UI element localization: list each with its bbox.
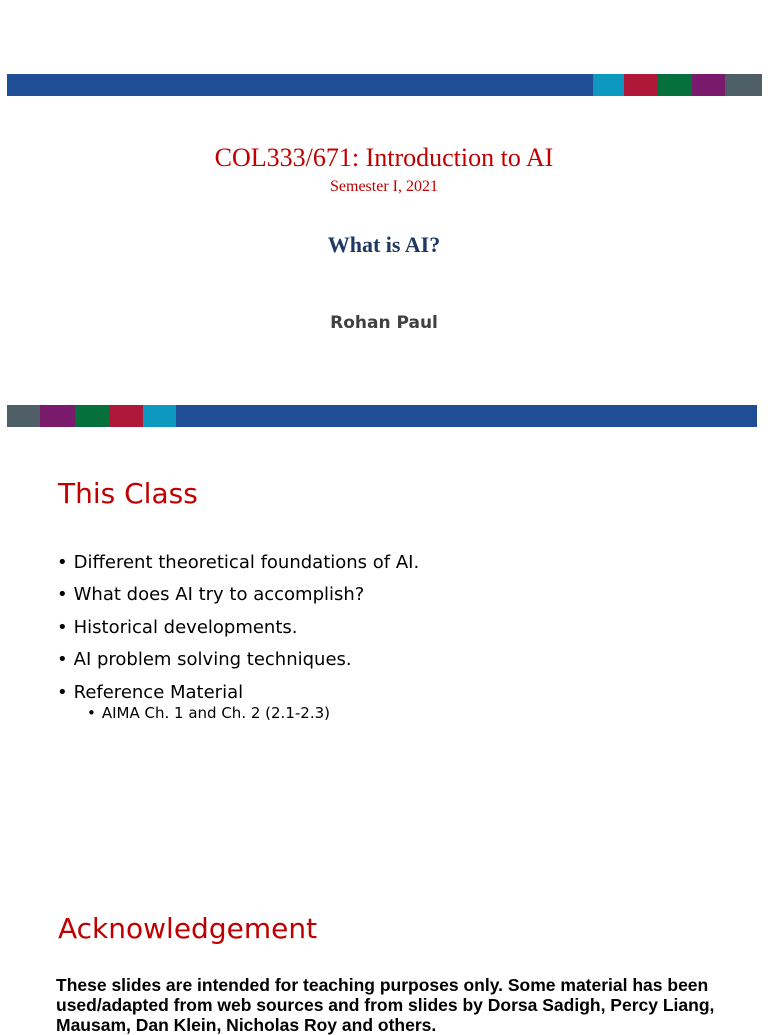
semester-label: Semester I, 2021 <box>330 178 438 195</box>
slide-heading: Acknowledgement <box>58 912 318 945</box>
stripe-segment-purple <box>40 405 75 427</box>
lecture-title: What is AI? <box>327 232 441 257</box>
bullet-dot-icon: • <box>57 584 68 606</box>
stripe-segment-purple <box>692 74 725 96</box>
stripe-segment-green <box>658 74 692 96</box>
bullet-item <box>57 644 419 676</box>
bullet-dot-icon: • <box>57 616 68 638</box>
bullet-text: What does AI try to accomplish? <box>73 584 365 606</box>
stripe-segment-slate <box>725 74 762 96</box>
stripe-segment-crimson <box>624 74 658 96</box>
bullet-item <box>57 612 419 644</box>
title-slide <box>0 0 768 440</box>
sub-bullet-list <box>87 704 330 722</box>
bullet-dot-icon: • <box>57 681 68 703</box>
acknowledgement-slide <box>0 880 768 1035</box>
stripe-segment-crimson <box>109 405 143 427</box>
sub-bullet-text: AIMA Ch. 1 and Ch. 2 (2.1-2.3) <box>101 704 330 722</box>
bullet-item <box>57 547 419 579</box>
bullet-text: Historical developments. <box>73 616 298 638</box>
stripe-segment-navy <box>176 405 757 427</box>
author-name: Rohan Paul <box>330 313 438 333</box>
stripe-segment-teal <box>593 74 624 96</box>
stripe-segment-teal <box>143 405 176 427</box>
bullet-text: Different theoretical foundations of AI. <box>73 552 420 573</box>
stripe-segment-green <box>75 405 109 427</box>
course-title: COL333/671: Introduction to AI <box>214 143 554 172</box>
bullet-list <box>57 547 419 709</box>
bottom-color-stripe <box>7 405 757 427</box>
slide-heading: This Class <box>58 477 198 510</box>
acknowledgement-text: These slides are intended for teaching purposes only. Some material has been used/adapted from web sources and from slides by Dorsa Sadigh, Percy Liang, Mausam, Dan Klein, Nicholas Roy and others. <box>56 975 715 1035</box>
stripe-segment-slate <box>7 405 40 427</box>
bullet-dot-icon: • <box>87 704 96 722</box>
bullet-item <box>57 579 419 611</box>
this-class-slide <box>0 440 768 880</box>
bullet-dot-icon: • <box>57 552 68 573</box>
top-color-stripe <box>7 74 762 96</box>
bullet-dot-icon: • <box>57 649 68 671</box>
bullet-text: AI problem solving techniques. <box>73 649 352 671</box>
bullet-text: Reference Material <box>73 681 244 703</box>
stripe-segment-navy <box>7 74 593 96</box>
sub-bullet-item <box>87 704 330 722</box>
